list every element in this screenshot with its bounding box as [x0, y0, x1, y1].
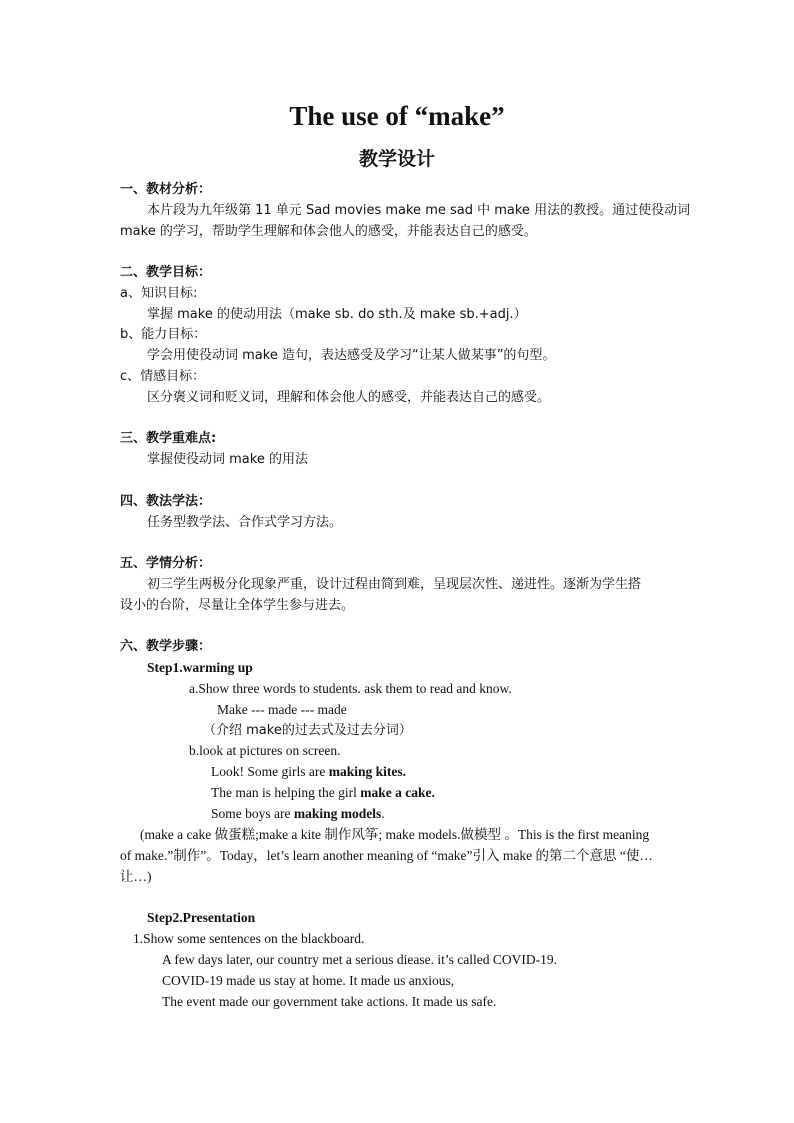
example-sentence-highlight: make a cake.: [360, 785, 435, 800]
step1-item-a: a.Show three words to students. ask them to read and know.: [189, 681, 512, 696]
example-sentence: [211, 783, 435, 803]
example-sentence-text: Some boys are: [211, 806, 294, 821]
goal-label-knowledge: a、知识目标:: [120, 286, 198, 301]
explanation-line: 让…): [120, 869, 152, 884]
section-heading-teaching-goals: 二、教学目标：: [120, 265, 212, 280]
paragraph-line: 设小的台阶，尽量让全体学生参与进去。: [120, 598, 355, 613]
paragraph-line: make 的学习，帮助学生理解和体会他人的感受，并能表达自己的感受。: [120, 224, 537, 239]
goal-text-emotion: 区分褒义词和贬义词，理解和体会他人的感受，并能表达自己的感受。: [147, 390, 551, 405]
example-sentence: [211, 804, 385, 824]
section-heading-textbook-analysis: 一、教材分析：: [120, 182, 212, 197]
section-heading-teaching-steps: 六、教学步骤：: [120, 639, 212, 654]
step1-title: Step1.warming up: [147, 660, 253, 675]
example-sentence-highlight: making kites.: [328, 764, 406, 779]
presentation-sentence: The event made our government take actions. It made us safe.: [162, 994, 497, 1009]
goal-label-emotion: c、情感目标：: [120, 369, 206, 384]
step2-title: Step2.Presentation: [147, 910, 256, 925]
goal-text-ability: 学会用使役动词 make 造句，表达感受及学习“让某人做某事”的句型。: [147, 348, 556, 363]
key-points-text: 掌握使役动词 make 的用法: [147, 452, 308, 467]
section-heading-student-analysis: 五、学情分析：: [120, 556, 212, 571]
example-sentence-text: Look! Some girls are: [211, 764, 329, 779]
methods-text: 任务型教学法、合作式学习方法。: [147, 515, 343, 530]
document-subtitle: 教学设计: [358, 148, 435, 170]
example-sentence-text: .: [381, 806, 385, 821]
example-sentence-text: The man is helping the girl: [211, 785, 361, 800]
example-sentence-highlight: making models: [293, 806, 382, 821]
section-heading-methods: 四、教法学法：: [120, 494, 212, 509]
paragraph-line: 初三学生两极分化现象严重，设计过程由简到难，呈现层次性、递进性。逐渐为学生搭: [147, 577, 642, 592]
example-sentence: [211, 762, 406, 782]
step2-item-1: 1.Show some sentences on the blackboard.: [133, 931, 365, 946]
goal-text-knowledge: 掌握 make 的使动用法（make sb. do sth.及 make sb.+adj.）: [147, 307, 527, 322]
step1-word-forms: Make --- made --- made: [217, 702, 347, 717]
explanation-line: of make.”制作”。Today，let’s learn another meaning of “make”引入 make 的第二个意思 “使…: [120, 848, 653, 863]
step1-note: （介绍 make的过去式及过去分词）: [203, 723, 412, 738]
presentation-sentence: COVID-19 made us stay at home. It made us anxious,: [162, 973, 455, 988]
section-heading-key-points: 三、教学重难点:: [120, 431, 217, 446]
paragraph-line: 本片段为九年级第 11 单元 Sad movies make me sad 中 make 用法的教授。通过使役动词: [147, 203, 691, 218]
document-title: The use of “make”: [289, 101, 505, 131]
explanation-line: (make a cake 做蛋糕;make a kite 制作风筝; make models.做模型 。This is the first meaning: [140, 827, 650, 842]
presentation-sentence: A few days later, our country met a serious diease. it’s called COVID-19.: [162, 952, 557, 967]
step1-item-b: b.look at pictures on screen.: [189, 743, 341, 758]
goal-label-ability: b、能力目标：: [120, 327, 207, 342]
